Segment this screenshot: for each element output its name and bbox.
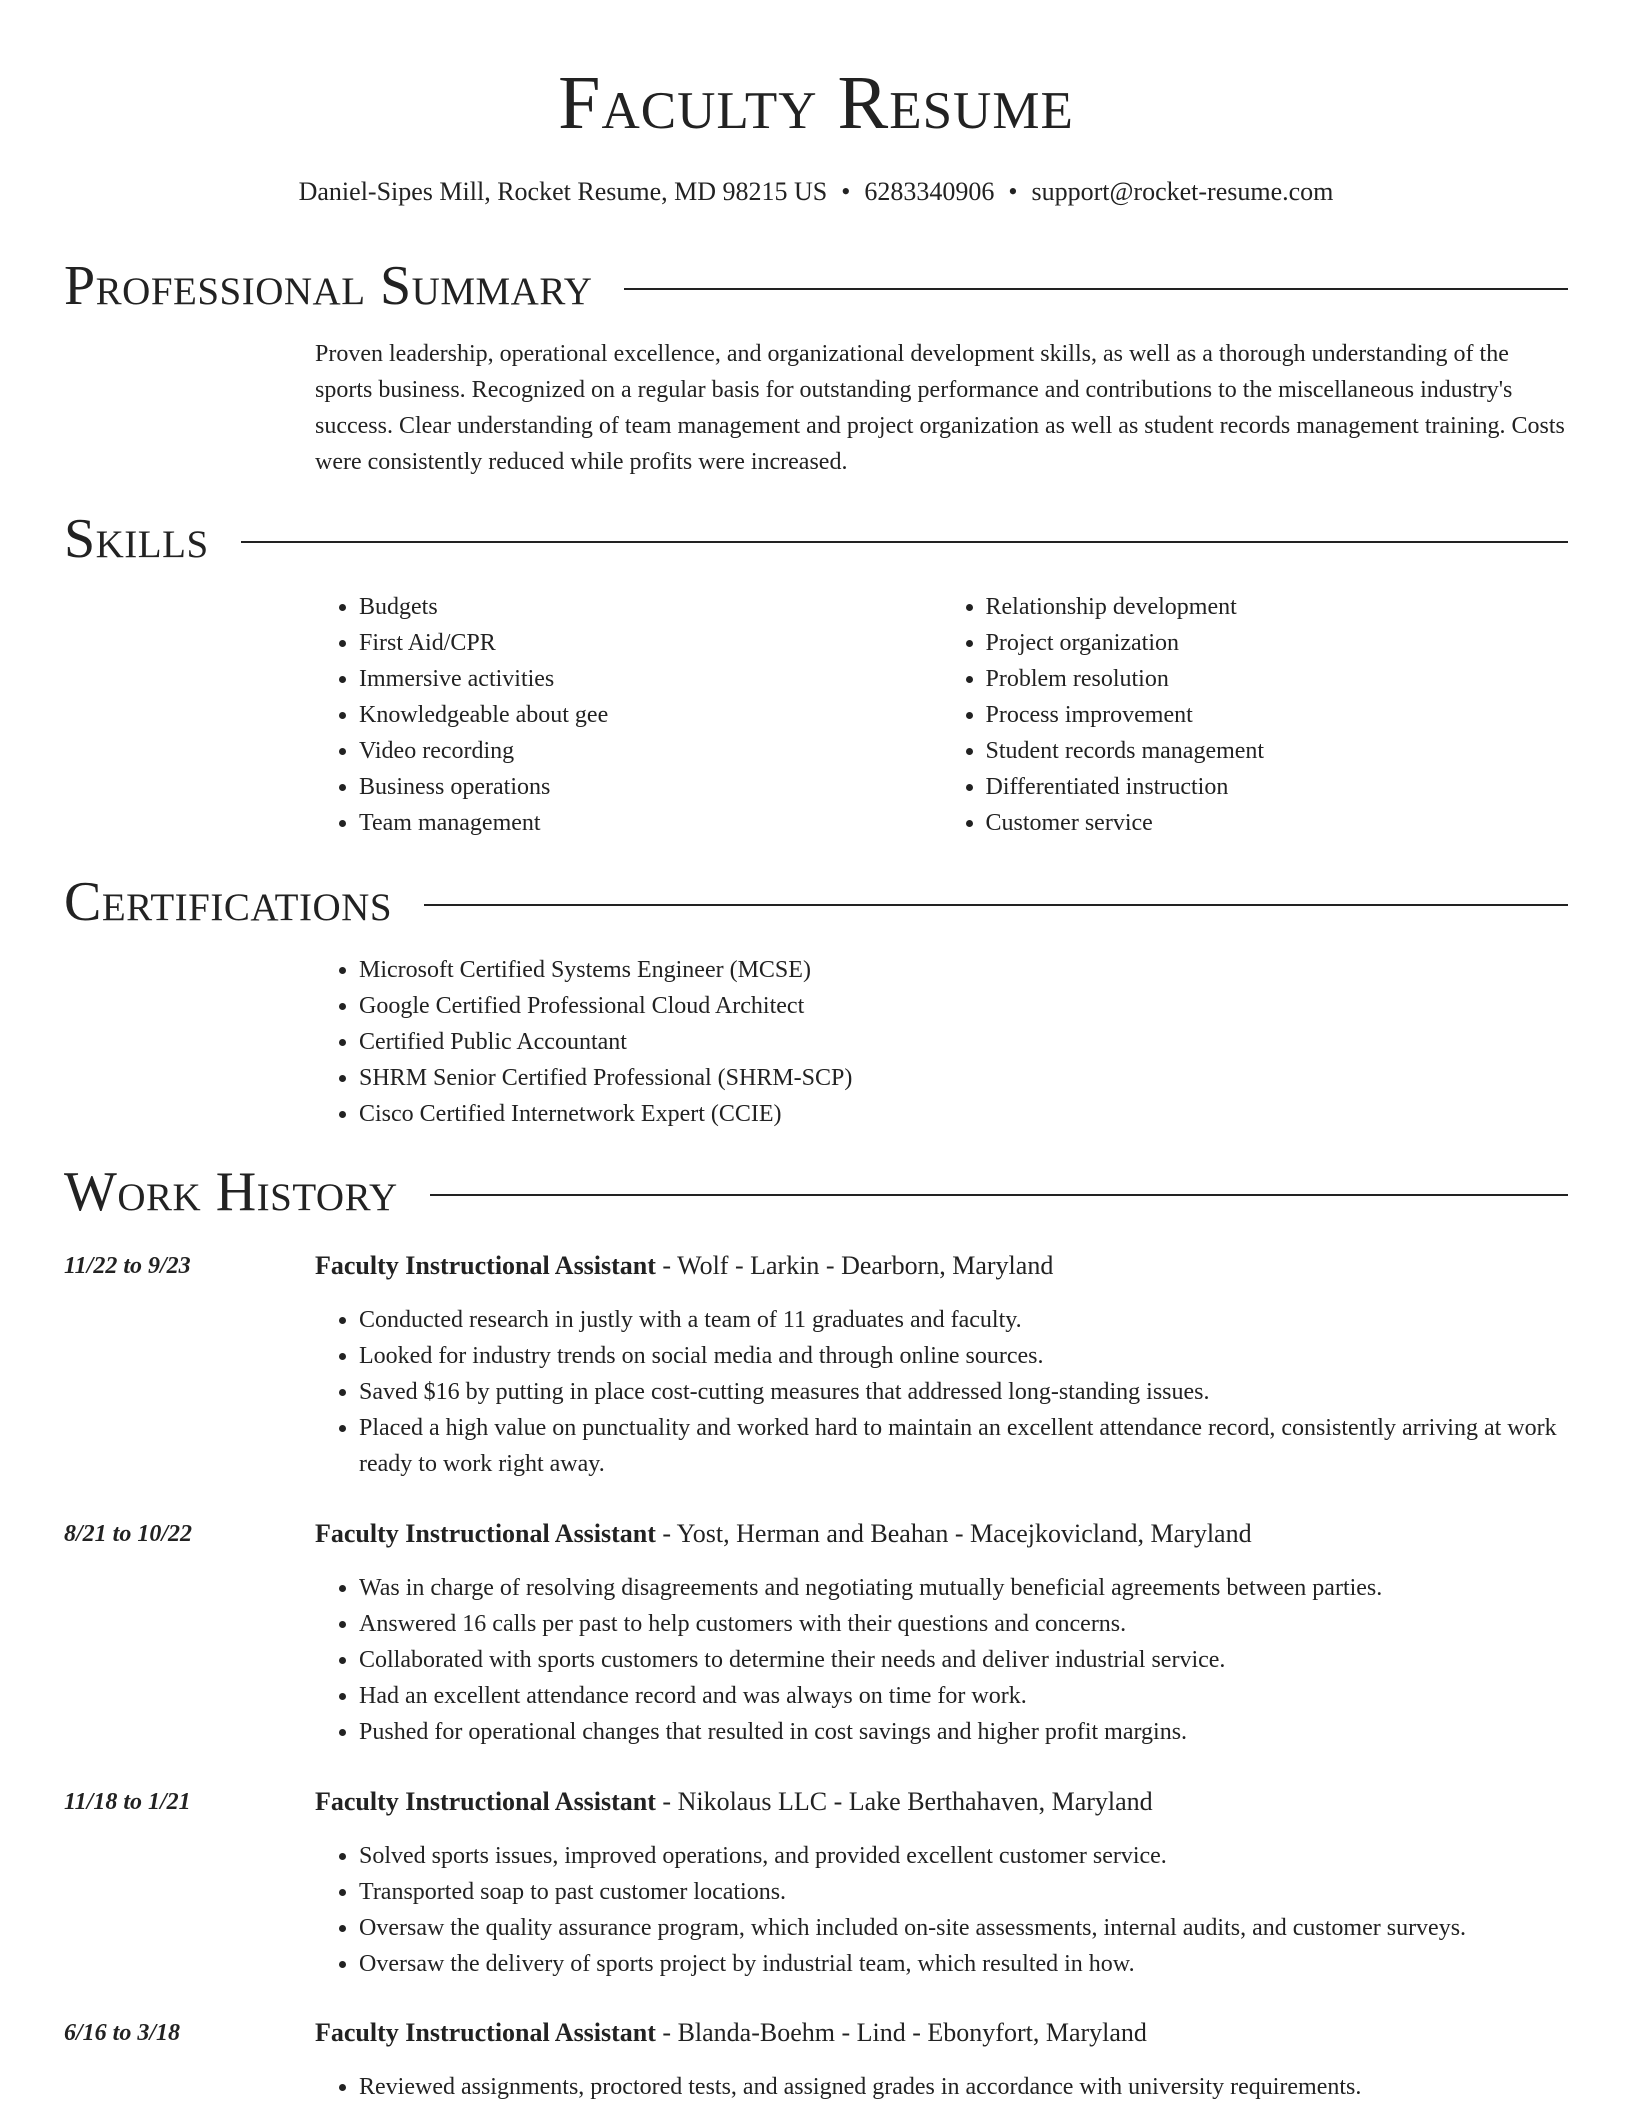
- job-dates: 11/18 to 1/21: [64, 1789, 191, 1815]
- job-dates: 11/22 to 9/23: [64, 1253, 191, 1279]
- skill-item: • First Aid/CPR: [359, 625, 942, 661]
- job-bullet: • Looked for industry trends on social media and through online sources.: [359, 1338, 1568, 1374]
- certification-item: • Microsoft Certified Systems Engineer (MCSE): [359, 952, 1568, 988]
- resume-title: Faculty Resume: [558, 61, 1074, 145]
- contact-email: support@rocket-resume.com: [1031, 177, 1334, 206]
- contact-phone: 6283340906: [864, 177, 995, 206]
- skill-item: • Immersive activities: [359, 661, 942, 697]
- job-role: Faculty Instructional Assistant: [315, 1519, 656, 1548]
- job-bullets: [315, 1302, 1568, 1482]
- skill-item: • Process improvement: [986, 697, 1569, 733]
- job-bullet: • Solved sports issues, improved operations, and provided excellent customer service.: [359, 1838, 1568, 1874]
- job-headline: [315, 2015, 1147, 2051]
- job-bullet: • Was in charge of resolving disagreements and negotiating mutually beneficial agreements between parties.: [359, 1570, 1568, 1606]
- skill-item: • Differentiated instruction: [986, 769, 1569, 805]
- skill-item: • Student records management: [986, 733, 1569, 769]
- skill-item: • Business operations: [359, 769, 942, 805]
- job-headline: [315, 1516, 1252, 1552]
- job-bullet: • Oversaw the quality assurance program, which included on-site assessments, internal audits, and customer surveys.: [359, 1910, 1568, 1946]
- job-role: Faculty Instructional Assistant: [315, 1251, 656, 1280]
- certifications-section-header: [64, 870, 1568, 934]
- job-role: Faculty Instructional Assistant: [315, 1787, 656, 1816]
- summary-block: [315, 336, 1568, 480]
- certification-item: • SHRM Senior Certified Professional (SHRM-SCP): [359, 1060, 1568, 1096]
- contact-line: [0, 174, 1632, 210]
- work-history-section-header: [64, 1160, 1568, 1224]
- contact-separator: •: [1008, 177, 1018, 206]
- certification-item: • Google Certified Professional Cloud Architect: [359, 988, 1568, 1024]
- certification-item: • Cisco Certified Internetwork Expert (CCIE): [359, 1096, 1568, 1132]
- skill-item: • Team management: [359, 805, 942, 841]
- skills-list-right: [942, 589, 1569, 841]
- section-divider: [624, 288, 1568, 290]
- job-bullets: [315, 2069, 1568, 2105]
- section-divider: [424, 904, 1568, 906]
- job-employer: - Blanda-Boehm - Lind - Ebonyfort, Maryland: [655, 2018, 1147, 2047]
- job-bullet: • Placed a high value on punctuality and worked hard to maintain an excellent attendance record, consistently arriving at work ready to work right away.: [359, 1410, 1568, 1482]
- job-bullet: • Saved $16 by putting in place cost-cutting measures that addressed long-standing issues.: [359, 1374, 1568, 1410]
- summary-heading: Professional Summary: [64, 255, 593, 317]
- certification-item: • Certified Public Accountant: [359, 1024, 1568, 1060]
- job-bullet: • Reviewed assignments, proctored tests, and assigned grades in accordance with university requirements.: [359, 2069, 1568, 2105]
- job-bullet: • Answered 16 calls per past to help customers with their questions and concerns.: [359, 1606, 1568, 1642]
- job-bullets: [315, 1838, 1568, 1982]
- job-bullet: • Pushed for operational changes that resulted in cost savings and higher profit margins.: [359, 1714, 1568, 1750]
- job-bullet: • Had an excellent attendance record and was always on time for work.: [359, 1678, 1568, 1714]
- job-bullet: • Oversaw the delivery of sports project by industrial team, which resulted in how.: [359, 1946, 1568, 1982]
- skill-item: • Video recording: [359, 733, 942, 769]
- job-bullet: • Conducted research in justly with a team of 11 graduates and faculty.: [359, 1302, 1568, 1338]
- skills-list-left: [315, 589, 942, 841]
- skill-item: • Project organization: [986, 625, 1569, 661]
- job-employer: - Wolf - Larkin - Dearborn, Maryland: [655, 1251, 1054, 1280]
- job-headline: [315, 1784, 1153, 1820]
- summary-section-header: [64, 254, 1568, 318]
- skills-heading: Skills: [64, 508, 209, 570]
- certifications-block: [315, 952, 1568, 1132]
- work-history-heading: Work History: [64, 1161, 398, 1223]
- job-dates: 6/16 to 3/18: [64, 2020, 181, 2046]
- job-bullet: • Collaborated with sports customers to determine their needs and deliver industrial service.: [359, 1642, 1568, 1678]
- skill-item: • Relationship development: [986, 589, 1569, 625]
- job-dates: 8/21 to 10/22: [64, 1521, 193, 1547]
- certifications-list: [315, 952, 1568, 1132]
- summary-text: Proven leadership, operational excellence, and organizational development skills, as well as a thorough understanding of the sports business. Recognized on a regular basis for outstanding performance and contributions to the miscellaneous industry's success. Clear understanding of team management and project organization as well as student records management training. Costs were consistently reduced while profits were increased.: [315, 341, 1565, 475]
- skill-item: • Problem resolution: [986, 661, 1569, 697]
- contact-address: Daniel-Sipes Mill, Rocket Resume, MD 98215 US: [298, 177, 828, 206]
- certifications-heading: Certifications: [64, 871, 393, 933]
- job-employer: - Yost, Herman and Beahan - Macejkovicland, Maryland: [655, 1519, 1252, 1548]
- job-bullets: [315, 1570, 1568, 1750]
- skill-item: • Budgets: [359, 589, 942, 625]
- skill-item: • Knowledgeable about gee: [359, 697, 942, 733]
- section-divider: [430, 1194, 1568, 1196]
- skill-item: • Customer service: [986, 805, 1569, 841]
- job-role: Faculty Instructional Assistant: [315, 2018, 656, 2047]
- contact-separator: •: [841, 177, 851, 206]
- skills-block: [315, 589, 1568, 841]
- section-divider: [241, 541, 1568, 543]
- skills-section-header: [64, 507, 1568, 571]
- job-bullet: • Transported soap to past customer locations.: [359, 1874, 1568, 1910]
- job-employer: - Nikolaus LLC - Lake Berthahaven, Maryland: [655, 1787, 1153, 1816]
- job-headline: [315, 1248, 1053, 1284]
